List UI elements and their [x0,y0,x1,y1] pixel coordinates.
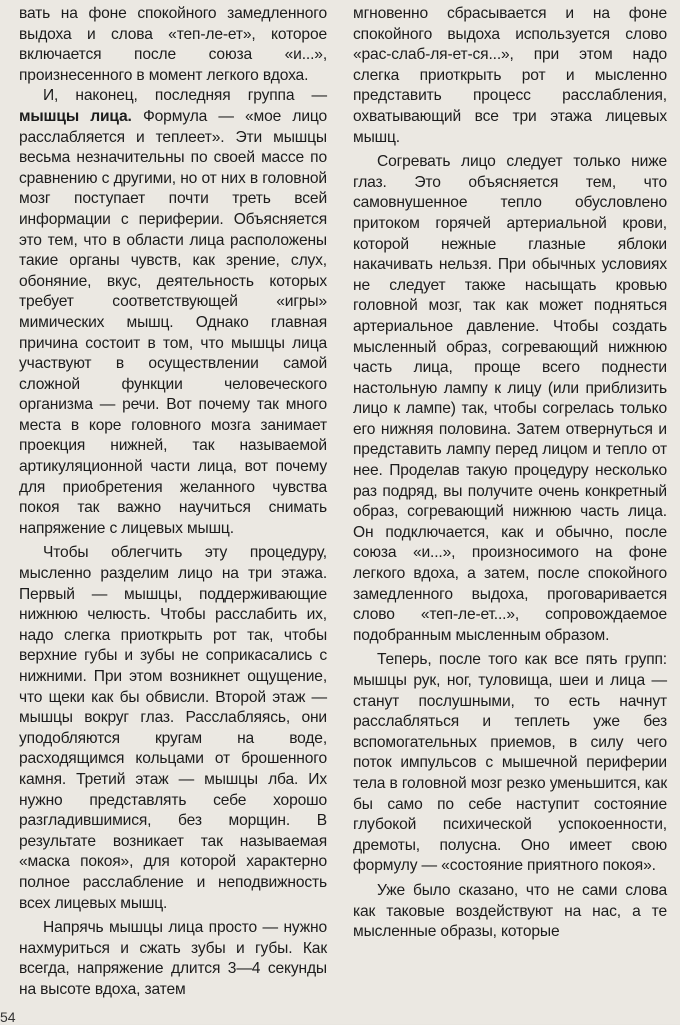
right-paragraph-3: Теперь, после того как все пять групп: мышцы рук, ног, туловища, шеи и лица — станут послушными, то есть начнут расслабляться и теплеть уже без вспомогательных приемов, в силу чего поток импульсов с мышечной периферии тела в головной мозг резко уменьшится, как бы само по себе наступит состояние глубокой психической успокоенности, дремоты, полусна. Оно имеет свою формулу — «состояние приятного покоя». [353,651,667,875]
left-paragraph-2-lead: И, наконец, последняя группа — [43,87,327,105]
left-column [19,4,327,1001]
right-paragraph-1: мгновенно сбрасывается и на фоне спокойного выдоха используется слово «рас-слаб-ля-ет-ся...», при этом надо слегка приоткрыть рот и мысленно представить процесс расслабления, охватывающий все три этажа лицевых мышц. [353,5,667,146]
left-paragraph-3: Чтобы облегчить эту процедуру, мысленно разделим лицо на три этажа. Первый — мышцы, поддерживающие нижнюю челюсть. Чтобы расслабить их, надо слегка приоткрыть рот так, чтобы верхние губы и зубы не соприкасались с нижними. При этом возникнет ощущение, что щеки как бы обвисли. Второй этаж — мышцы вокруг глаз. Расслабляясь, они уподобляются кругам на воде, расходящимся кольцами от брошенного камня. Третий этаж — мышцы лба. Их нужно представлять себе хорошо разгладившимися, без морщин. В результате возникает так называемая «маска покоя», для которой характерно полное расслабление и неподвижность всех лицевых мышц. [19,544,327,912]
left-paragraph-2 [19,86,327,539]
left-paragraph-2-rest: Формула — «мое лицо расслабляется и теплеет». Эти мышцы весьма незначительны по своей массе по сравнению с другими, но от них в головной мозг поступает почти треть всей информации с периферии. Объясняется это тем, что в области лица расположены такие органы чувств, как зрение, слух, обоняние, вкус, деятельность которых требует соответствующей «игры» мимических мышц. Однако главная причина состоит в том, что мышцы лица участвуют в осуществлении самой сложной функции человеческого организма — речи. Вот почему так много места в коре головного мозга занимает проекция нижней, так называемой артикуляционной части лица, вот почему для приобретения желанного чувства покоя так важно научиться снимать напряжение с лицевых мышц. [19,107,328,537]
page-number: 54 [0,1009,16,1025]
left-paragraph-1: вать на фоне спокойного замедленного выдоха и слова «теп-ле-ет», которое включается после союза «и...», произнесенного в момент легкого вдоха. [19,5,327,84]
right-column [353,4,667,943]
right-paragraph-4: Уже было сказано, что не сами слова как таковые воздействуют на нас, а те мысленные образы, которые [353,881,667,941]
left-paragraph-2-bold: мышцы лица. [19,107,132,125]
left-paragraph-4: Напрячь мышцы лица просто — нужно нахмуриться и сжать зубы и губы. Как всегда, напряжение длится 3—4 секунды на высоте вдоха, затем [19,919,327,998]
right-paragraph-2: Согревать лицо следует только ниже глаз. Это объясняется тем, что самовнушенное тепло обусловлено притоком горячей артериальной крови, которой нежные глазные яблоки накачивать нельзя. При обычных условиях не следует также насыщать кровью головной мозг, так как может подняться артериальное давление. Чтобы создать мысленный образ, согревающий нижнюю часть лица, проще всего поднести настольную лампу к лицу (или приблизить лицо к лампе) так, чтобы согрелась только его нижняя половина. Затем отвернуться и представить лампу перед лицом и тепло от нее. Проделав такую процедуру несколько раз подряд, вы получите очень конкретный образ, согревающий нижнюю часть лица. Он подключается, как и обычно, после союза «и...», произносимого на фоне легкого вдоха, а затем, после спокойного замедленного выдоха, проговаривается слово «теп-ле-ет...», сопровождаемое подобранным мысленным образом. [353,153,667,644]
